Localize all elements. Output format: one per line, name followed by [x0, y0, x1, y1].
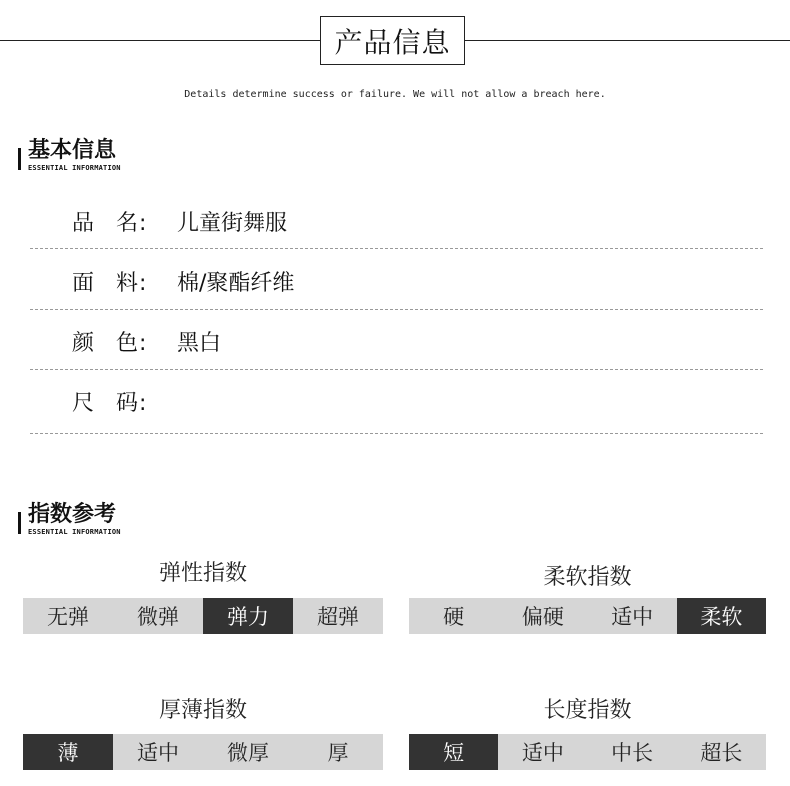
info-row-fabric — [72, 266, 294, 296]
index-heading — [18, 502, 121, 536]
info-label: 品 名: — [72, 210, 148, 236]
info-label: 颜 色: — [72, 330, 148, 356]
row-divider — [30, 369, 763, 370]
softness-option: 硬 — [443, 605, 465, 629]
index-title: 指数参考 — [28, 502, 117, 527]
softness-title: 柔软指数 — [543, 565, 632, 590]
softness-option: 柔软 — [677, 598, 766, 634]
page-subtitle: Details determine success or failure. We will not allow a breach here. — [184, 89, 606, 100]
length-option: 中长 — [611, 741, 654, 765]
page-title: 产品信息 — [320, 16, 465, 65]
row-divider — [30, 433, 763, 434]
info-value: 儿童街舞服 — [177, 210, 288, 236]
row-divider — [30, 309, 763, 310]
thickness-option: 厚 — [327, 741, 349, 765]
thickness-scale — [23, 734, 383, 770]
thickness-title: 厚薄指数 — [158, 698, 247, 723]
thickness-option: 薄 — [23, 734, 113, 770]
length-title: 长度指数 — [543, 698, 632, 723]
info-label: 面 料: — [72, 270, 148, 296]
length-option: 超长 — [700, 741, 743, 765]
info-row-name — [72, 206, 287, 236]
heading-bar — [18, 512, 21, 534]
elasticity-option: 微弹 — [137, 605, 179, 629]
info-value: 棉/聚酯纤维 — [177, 270, 295, 296]
length-option: 适中 — [521, 741, 564, 765]
info-label: 尺 码: — [72, 390, 148, 416]
header-line-right — [465, 40, 790, 41]
elasticity-option: 超弹 — [317, 605, 359, 629]
elasticity-option: 弹力 — [203, 598, 293, 634]
thickness-option: 微厚 — [227, 741, 269, 765]
header-line-left — [0, 40, 320, 41]
softness-scale — [409, 598, 766, 634]
basic-info-subtitle: ESSENTIAL INFORMATION — [28, 164, 121, 172]
elasticity-title: 弹性指数 — [158, 561, 247, 586]
heading-bar — [18, 148, 21, 170]
info-value: 黑白 — [177, 330, 222, 356]
elasticity-option: 无弹 — [47, 605, 89, 629]
softness-option: 偏硬 — [521, 605, 564, 629]
info-row-size — [72, 386, 177, 416]
elasticity-scale — [23, 598, 383, 634]
info-row-color — [72, 326, 221, 356]
length-option: 短 — [409, 734, 498, 770]
softness-option: 适中 — [611, 605, 654, 629]
length-scale — [409, 734, 766, 770]
basic-info-heading — [18, 138, 121, 172]
row-divider — [30, 248, 763, 249]
basic-info-title: 基本信息 — [28, 138, 117, 163]
thickness-option: 适中 — [137, 741, 179, 765]
index-subtitle: ESSENTIAL INFORMATION — [28, 528, 121, 536]
